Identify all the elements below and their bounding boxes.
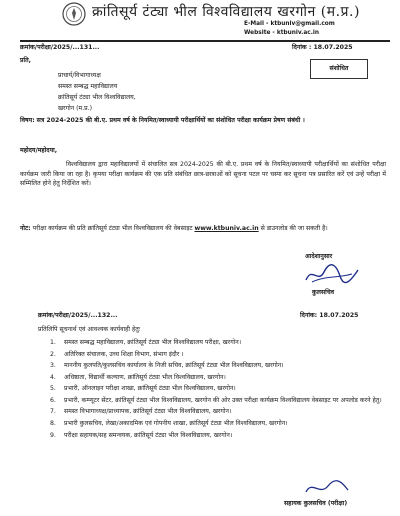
- letterhead-website: Website - ktbuniv.ac.in: [244, 30, 320, 36]
- subject: [20, 117, 385, 125]
- subject-label: विषय:: [20, 117, 35, 124]
- letterhead-email: E-Mail - ktbuniv@gmail.com: [244, 21, 335, 27]
- copy-letter-date: दिनांक: 18.07.2025: [300, 312, 359, 319]
- addressee-line: खरगोन (म.प्र.): [58, 105, 93, 112]
- list-item: 3. माननीय कुलपति/कुलसचिव कार्यालय के निजी सचिव, क्रांतिसूर्य टंट्या भील विश्वविद्यालय, खरगोन।: [50, 362, 284, 370]
- letterhead-title: क्रांतिसूर्य टंट्या भील विश्वविद्यालय खरगोन (म.प्र.): [92, 4, 360, 20]
- list-item: 5. प्रभारी, ऑनलाइन परीक्षा शाखा, क्रांतिसूर्य टंट्या भील विश्वविद्यालय, खरगोन।: [50, 385, 236, 393]
- copy-reference-number: क्रमांक/परीक्षा/2025/...132...: [38, 312, 118, 319]
- website-link[interactable]: www.ktbuniv.ac.in: [194, 225, 259, 232]
- reference-number: क्रमांक/परीक्षा/2025/...131...: [20, 44, 100, 51]
- body-paragraph: विश्वविद्यालय द्वारा महाविद्यालयों में संचालित सत्र 2024-2025 की बी.ए. प्रथम वर्ष के नियमित/स्वाध्यायी परीक्षार्थियों का संशोधित परीक्षा कार्यक्रम जारी किया जा रहा है। कृपया परीक्षा कार्यक्रम की एक प्रति संबंधित छात्र-छात्राओं को सूचना पटल पर चस्पा कर सूचना पत्र प्रसारित करें एवं उन्हें परीक्षा में सम्मिलित होने हेतु निर्देशित करें।: [20, 161, 386, 188]
- list-item: 2. अतिरिक्त संचालक, उच्च शिक्षा विभाग, संभाग इंदौर ।: [50, 350, 184, 358]
- to-label: प्रति,: [20, 57, 32, 64]
- note-text: परीक्षा कार्यक्रम की प्रति क्रांतिसूर्य टंट्या भील विश्वविद्यालय की वेबसाइट: [32, 225, 193, 232]
- note-suffix: से डाउनलोड की जा सकती है।: [260, 225, 328, 232]
- assistant-registrar-signature: [302, 478, 352, 498]
- salutation: महोदय/महोदया,: [20, 147, 58, 154]
- addressee-line: समस्त सम्बद्ध महाविद्यालय: [58, 83, 118, 90]
- list-item: 4. अधिष्ठाता, विद्यार्थी कल्याण, क्रांतिसूर्य टंट्या भील विश्वविद्यालय, खरगोन।: [50, 373, 226, 381]
- addressee-line: प्राचार्य/विभागाध्यक्ष: [58, 72, 101, 79]
- by-order-label: आदेशानुसार: [305, 253, 333, 260]
- header-divider: [20, 40, 390, 42]
- revised-stamp: संशोधित: [310, 59, 368, 79]
- list-item: 8. प्रभारी कुलसचिव, लेखा/अकादमिक एवं गोपनीय शाखा, क्रांतिसूर्य टंट्या भील विश्वविद्यालय, खरगोन।: [50, 420, 288, 428]
- subject-text: सत्र 2024-2025 की बी.ए. प्रथम वर्ष के नियमित/स्वाध्यायी परीक्षार्थियों का संशोधित परीक्षा कार्यक्रम प्रेषण संबंधी ।: [36, 117, 305, 124]
- list-item: 1. समस्त सम्बद्ध महाविद्यालय, क्रांतिसूर्य टंट्या भील विश्वविद्यालय परीक्षा, खरगोन।: [50, 339, 242, 346]
- registrar-signature: [302, 262, 362, 286]
- note: [20, 224, 386, 234]
- assistant-registrar-designation: सहायक कुलसचिव (परीक्षा): [284, 500, 348, 507]
- university-logo: [62, 2, 86, 26]
- note-label: नोट:: [20, 225, 31, 232]
- list-item: 6. प्रभारी, कम्प्यूटर सेंटर, क्रांतिसूर्य टंट्या भील विश्वविद्यालय, खरगोन की ओर उक्त परीक्षा कार्यक्रम विश्वविद्यालय वेबसाइट पर अपलोड करने हेतु।: [50, 396, 382, 404]
- registrar-designation: कुलसचिव: [312, 289, 335, 296]
- addressee-line: क्रांतिसूर्य टंट्या भील विश्वविद्यालय,: [58, 94, 136, 101]
- letter-date: दिनांक : 18.07.2025: [292, 44, 353, 51]
- copy-intro: प्रतिलिपि सूचनार्थ एवं आवश्यक कार्यवाही हेतुः: [38, 326, 141, 333]
- list-item: 7. समस्त विभागाध्यक्ष/प्राध्यापक, क्रांतिसूर्य टंट्या भील विश्वविद्यालय, खरगोन।: [50, 408, 232, 416]
- list-item: 9. परीक्षा सहायक/सह समन्वयक, क्रांतिसूर्य टंट्या भील विश्वविद्यालय, खरगोन।: [50, 431, 233, 439]
- copy-list: [50, 339, 386, 443]
